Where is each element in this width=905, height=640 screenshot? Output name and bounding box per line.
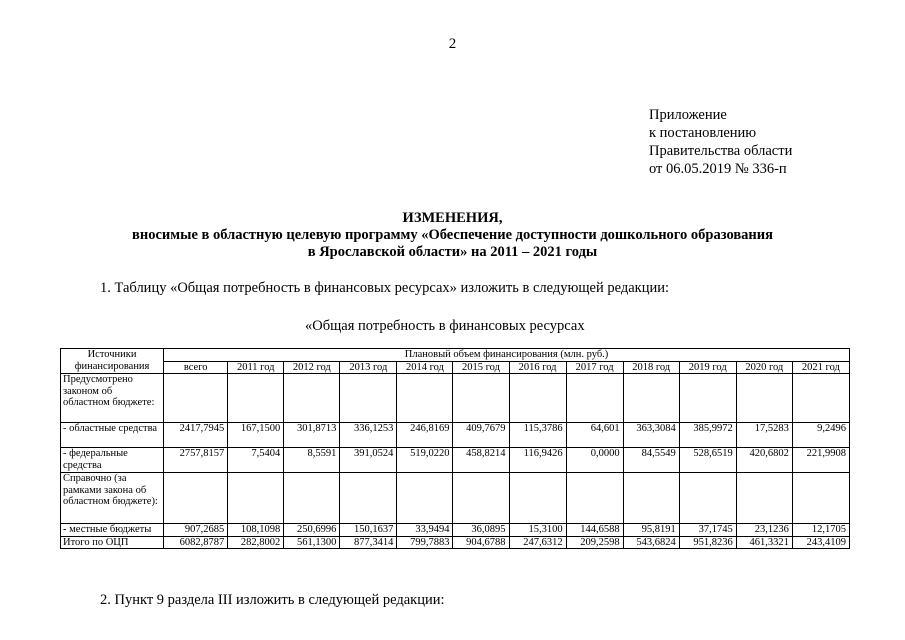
table-cell: 409,7679 (453, 423, 509, 448)
page-number: 2 (448, 36, 457, 52)
column-header: 2012 год (284, 361, 340, 374)
table-row (61, 524, 850, 537)
title-line: в Ярославской области» на 2011 – 2021 годы (307, 244, 598, 260)
table-cell: 391,0524 (340, 448, 397, 473)
table-cell: 0,0000 (566, 448, 623, 473)
column-header: 2013 год (340, 361, 397, 374)
appendix-line: Приложение (649, 107, 727, 123)
column-header: всего (164, 361, 228, 374)
column-header: 2015 год (453, 361, 509, 374)
table-cell: 209,2598 (566, 536, 623, 549)
document-title (0, 210, 905, 261)
table-cell: 144,6588 (566, 524, 623, 537)
table-cell: 250,6996 (284, 524, 340, 537)
table-row (61, 448, 850, 473)
column-header: 2018 год (623, 361, 679, 374)
table-cell (453, 374, 509, 423)
table-cell: 108,1098 (228, 524, 284, 537)
table-cell (397, 473, 453, 524)
paragraph-1: 1. Таблицу «Общая потребность в финансовых ресурсах» изложить в следующей редакции: (100, 280, 670, 296)
table-row (61, 423, 850, 448)
paragraph-2: 2. Пункт 9 раздела III изложить в следующей редакции: (100, 592, 445, 608)
table-cell: 23,1236 (736, 524, 792, 537)
table-cell: 528,6519 (679, 448, 736, 473)
table-cell (566, 473, 623, 524)
table-cell (792, 374, 849, 423)
table-cell: 12,1705 (792, 524, 849, 537)
table-cell: 9,2496 (792, 423, 849, 448)
column-header: 2021 год (792, 361, 849, 374)
table-cell (736, 473, 792, 524)
table-cell: 363,3084 (623, 423, 679, 448)
table-cell: 461,3321 (736, 536, 792, 549)
table-cell: 877,3414 (340, 536, 397, 549)
table-cell (228, 473, 284, 524)
table-cell (566, 374, 623, 423)
table-cell (164, 473, 228, 524)
table-cell: 561,1300 (284, 536, 340, 549)
table-cell: 246,8169 (397, 423, 453, 448)
table-cell (284, 473, 340, 524)
table-cell: 247,6312 (509, 536, 566, 549)
table-cell (509, 374, 566, 423)
table-row (61, 536, 850, 549)
table-cell: 282,8002 (228, 536, 284, 549)
table-cell: 115,3786 (509, 423, 566, 448)
table-cell: 2417,7945 (164, 423, 228, 448)
table-cell: 84,5549 (623, 448, 679, 473)
row-label: Предусмотрено законом об областном бюджете: (61, 374, 164, 423)
row-label: Справочно (за рамками закона об областном бюджете): (61, 473, 164, 524)
table-cell: 116,9426 (509, 448, 566, 473)
table-cell: 64,601 (566, 423, 623, 448)
row-label: - федеральные средства (61, 448, 164, 473)
table-cell: 243,4109 (792, 536, 849, 549)
table-cell: 221,9908 (792, 448, 849, 473)
table-cell (453, 473, 509, 524)
table-cell: 6082,8787 (164, 536, 228, 549)
table-cell (679, 374, 736, 423)
row-label: Итого по ОЦП (61, 536, 164, 549)
financing-table (60, 348, 850, 549)
source-header: Источники финансирования (61, 349, 164, 374)
table-cell (228, 374, 284, 423)
column-header: 2011 год (228, 361, 284, 374)
title-line: ИЗМЕНЕНИЯ, (402, 210, 503, 226)
table-cell: 167,1500 (228, 423, 284, 448)
table-cell (736, 374, 792, 423)
table-cell (340, 473, 397, 524)
column-header: 2020 год (736, 361, 792, 374)
column-header: 2019 год (679, 361, 736, 374)
table-cell (792, 473, 849, 524)
column-header: 2014 год (397, 361, 453, 374)
table-cell: 36,0895 (453, 524, 509, 537)
table-cell: 95,8191 (623, 524, 679, 537)
appendix-line: от 06.05.2019 № 336-п (649, 161, 787, 177)
table-cell: 904,6788 (453, 536, 509, 549)
table-cell: 7,5404 (228, 448, 284, 473)
table-row (61, 473, 850, 524)
appendix-line: Правительства области (649, 143, 793, 159)
table-cell: 458,8214 (453, 448, 509, 473)
table-cell: 907,2685 (164, 524, 228, 537)
table-cell: 33,9494 (397, 524, 453, 537)
table-cell (340, 374, 397, 423)
table-cell: 15,3100 (509, 524, 566, 537)
table-row (61, 374, 850, 423)
table-cell: 420,6802 (736, 448, 792, 473)
row-label: - местные бюджеты (61, 524, 164, 537)
appendix-block (649, 106, 792, 178)
table-cell: 543,6824 (623, 536, 679, 549)
table-cell (623, 374, 679, 423)
table-cell (164, 374, 228, 423)
table-cell: 301,8713 (284, 423, 340, 448)
table-cell: 37,1745 (679, 524, 736, 537)
row-label: - областные средства (61, 423, 164, 448)
table-cell (397, 374, 453, 423)
table-cell: 8,5591 (284, 448, 340, 473)
table-cell: 519,0220 (397, 448, 453, 473)
column-header: 2017 год (566, 361, 623, 374)
table-cell: 336,1253 (340, 423, 397, 448)
table-cell: 17,5283 (736, 423, 792, 448)
table-cell: 2757,8157 (164, 448, 228, 473)
table-cell (679, 473, 736, 524)
table-cell (509, 473, 566, 524)
table-caption: «Общая потребность в финансовых ресурсах (305, 318, 585, 334)
table-cell: 150,1637 (340, 524, 397, 537)
title-line: вносимые в областную целевую программу «Обеспечение доступности дошкольного образования (132, 227, 773, 243)
table-cell: 385,9972 (679, 423, 736, 448)
table-cell (623, 473, 679, 524)
column-header: 2016 год (509, 361, 566, 374)
appendix-line: к постановлению (649, 125, 757, 141)
table-cell: 799,7883 (397, 536, 453, 549)
table-cell: 951,8236 (679, 536, 736, 549)
plan-header: Плановый объем финансирования (млн. руб.) (164, 349, 850, 362)
table-cell (284, 374, 340, 423)
